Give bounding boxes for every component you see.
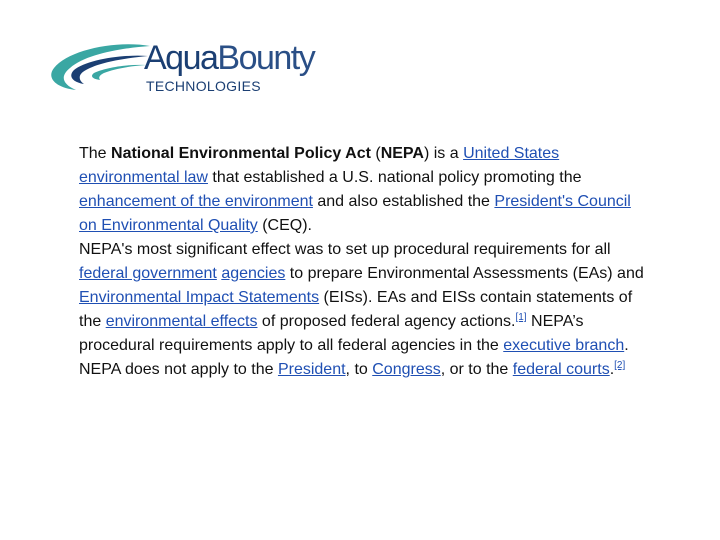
text: NEPA's most significant effect was to set up procedural requirements for all xyxy=(79,241,611,258)
text: . xyxy=(609,361,615,378)
text: The xyxy=(79,145,112,162)
text: that established a U.S. national policy promoting the xyxy=(207,169,582,186)
link-ref-1[interactable]: [1] xyxy=(515,312,527,323)
bold-term-nepa: NEPA xyxy=(380,145,424,162)
text: to prepare Environmental Assessments (EAs) and xyxy=(285,265,644,282)
link-congress[interactable]: Congress xyxy=(372,361,441,378)
nepa-text-block xyxy=(79,142,649,382)
link-environmental-effects[interactable]: environmental effects xyxy=(105,313,258,330)
text: NEPA’s procedural requirements apply to all federal agencies in the xyxy=(79,313,584,354)
logo-swoosh-icon xyxy=(46,38,156,100)
link-enhancement-environment[interactable]: enhancement of the environment xyxy=(79,193,313,210)
link-president[interactable]: President xyxy=(277,361,346,378)
text: ) is a xyxy=(423,145,464,162)
text: and also established the xyxy=(312,193,495,210)
link-federal-courts[interactable]: federal courts xyxy=(512,361,610,378)
link-us-environmental-law[interactable]: United States environmental law xyxy=(79,145,560,186)
reference-2 xyxy=(614,360,625,371)
link-agencies[interactable]: agencies xyxy=(221,265,286,282)
text: (CEQ). xyxy=(257,217,312,234)
text: of proposed federal agency actions. xyxy=(257,313,516,330)
paragraph-1 xyxy=(79,142,649,238)
logo-wordmark xyxy=(144,40,314,76)
logo-aqua-text: Aqua xyxy=(144,39,218,77)
link-executive-branch[interactable]: executive branch xyxy=(503,337,625,354)
bold-term-act: National Environmental Policy Act xyxy=(111,145,371,162)
text: . NEPA does not apply to the xyxy=(79,337,629,378)
aquabounty-logo xyxy=(46,38,315,100)
link-federal-government[interactable]: federal government xyxy=(79,265,217,282)
text: , or to the xyxy=(440,361,513,378)
link-ceq[interactable]: President's Council on Environmental Quality xyxy=(79,193,631,234)
link-environmental-impact-statements[interactable]: Environmental Impact Statements xyxy=(79,289,320,306)
text: (EISs). EAs and EISs contain statements of the xyxy=(79,289,633,330)
link-ref-2[interactable]: [2] xyxy=(614,360,626,371)
reference-1 xyxy=(515,312,526,323)
paragraph-2 xyxy=(79,238,649,382)
logo-technologies-text: TECHNOLOGIES xyxy=(146,78,261,94)
text: ( xyxy=(370,145,381,162)
logo-bounty-text: Bounty xyxy=(217,39,315,77)
text: , to xyxy=(345,361,373,378)
